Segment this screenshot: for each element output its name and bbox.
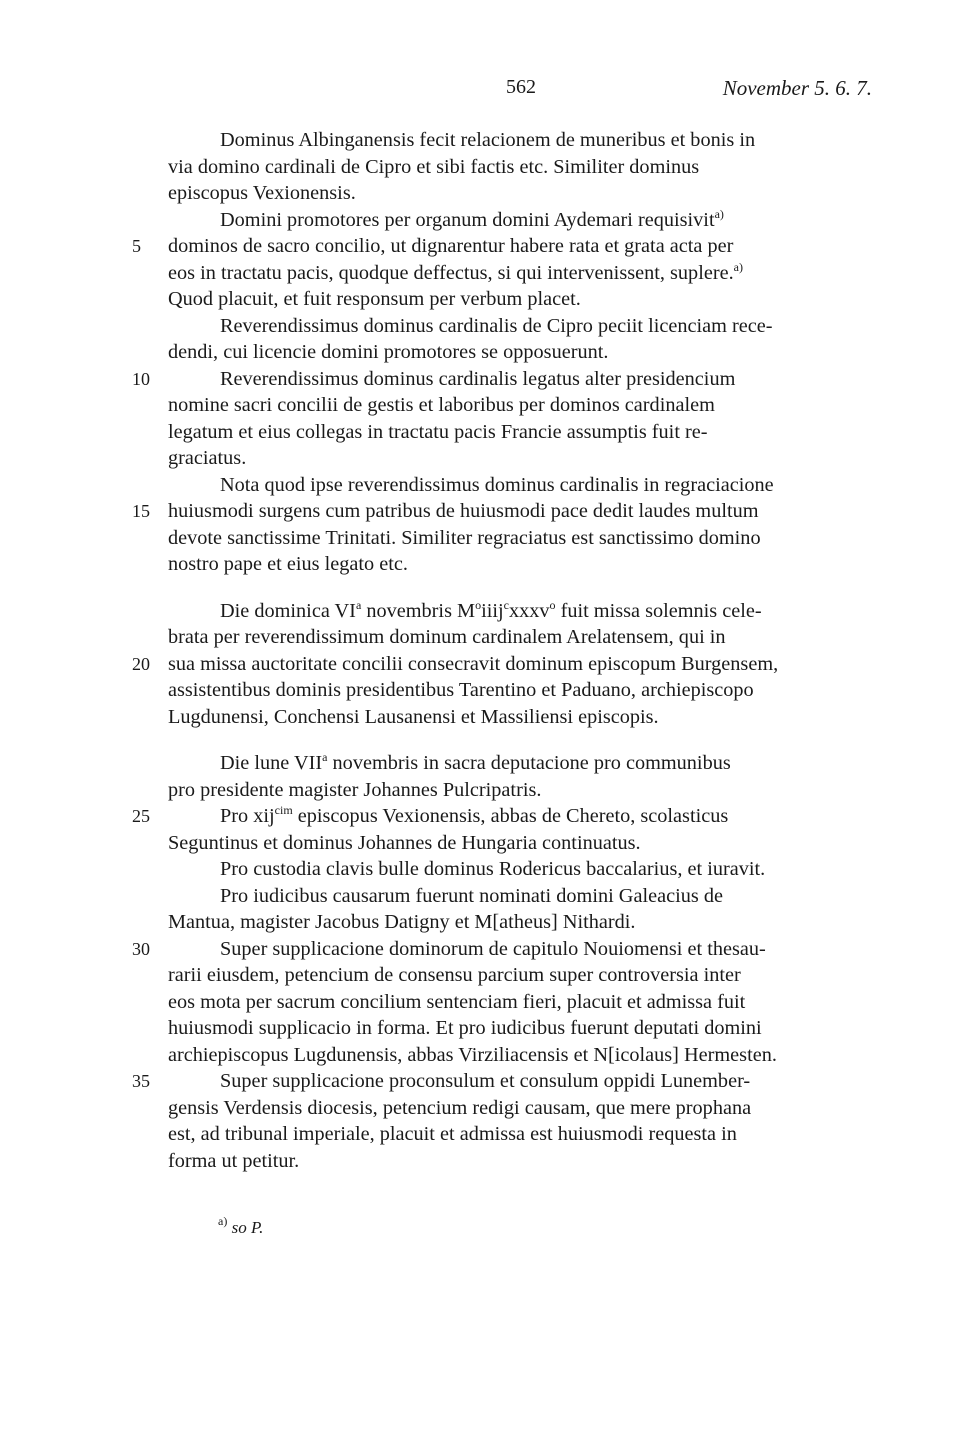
paragraph-gap (168, 730, 873, 750)
text-line (168, 856, 873, 883)
page-number: 562 (506, 76, 536, 98)
text-line (168, 598, 873, 625)
text-line (168, 962, 873, 989)
line-text: graciatus. (168, 447, 247, 469)
text-line (168, 1015, 873, 1042)
text-line (132, 233, 873, 260)
text-line (168, 750, 873, 777)
line-text: via domino cardinali de Cipro et sibi factis etc. Similiter dominus (168, 155, 700, 178)
line-text: Nota quod ipse reverendissimus dominus cardinalis in regraciacione (220, 473, 774, 496)
line-text: rarii eiusdem, petencium de consensu parcium super controversia inter (168, 964, 741, 986)
line-number: 15 (132, 501, 150, 521)
footnote-text: so P. (231, 1218, 264, 1237)
line-text: nomine sacri concilii de gestis et laboribus per dominos cardinalem (168, 394, 715, 416)
line-text: gensis Verdensis diocesis, petencium redigi causam, que mere prophana (168, 1096, 752, 1119)
text-line (168, 551, 873, 578)
text-line (168, 339, 873, 366)
line-text: forma ut petitur. (168, 1149, 300, 1172)
line-text: pro presidente magister Johannes Pulcripatris. (168, 778, 542, 801)
text-line (168, 445, 873, 472)
line-number: 25 (132, 806, 150, 826)
footnote-mark: a) (218, 1214, 228, 1228)
text-line (168, 883, 873, 910)
line-text: huiusmodi surgens cum patribus de huiusmodi pace dedit laudes multum (168, 500, 759, 522)
text-line (132, 803, 873, 830)
text-line (168, 677, 873, 704)
text-line (168, 1095, 873, 1122)
line-text: Dominus Albinganensis fecit relacionem de muneribus et bonis in (220, 129, 756, 151)
line-text: Pro xij$^{cim}$ episcopus Vexionensis, abbas de Chereto, scolasticus (220, 803, 729, 827)
line-text: huiusmodi supplicacio in forma. Et pro iudicibus fuerunt deputati domini (168, 1017, 762, 1039)
line-number: 30 (132, 938, 150, 959)
text-line (168, 286, 873, 313)
line-text: Super supplicacione proconsulum et consulum oppidi Lunember- (220, 1070, 751, 1092)
text-line (168, 1042, 873, 1069)
text-line (168, 260, 873, 287)
text-line (132, 498, 873, 525)
line-text: Quod placuit, et fuit responsum per verbum placet. (168, 288, 581, 310)
line-number: 10 (132, 368, 150, 389)
text-line (168, 525, 873, 552)
text-line (168, 989, 873, 1016)
text-line (132, 1068, 873, 1095)
line-text: legatum et eius collegas in tractatu pacis Francie assumptis fuit re- (168, 420, 708, 443)
line-text: eos in tractatu pacis, quodque deffectus, si qui intervenissent, suplere.$^{a)}$ (168, 259, 743, 284)
line-text: episcopus Vexionensis. (168, 182, 356, 204)
footnote (218, 1214, 264, 1238)
line-text: Domini promotores per organum domini Aydemari requisivit$^{a)}$ (220, 206, 724, 231)
line-text: Pro custodia clavis bulle dominus Rodericus baccalarius, et iuravit. (220, 858, 766, 880)
line-number: 20 (132, 653, 150, 674)
text-line (168, 909, 873, 936)
text-line (168, 1121, 873, 1148)
line-text: Pro iudicibus causarum fuerunt nominati domini Galeacius de (220, 884, 723, 907)
line-text: est, ad tribunal imperiale, placuit et admissa est huiusmodi requesta in (168, 1123, 737, 1145)
line-text: brata per reverendissimum dominum cardinalem Arelatensem, qui in (168, 626, 726, 648)
line-number: 35 (132, 1071, 150, 1091)
line-text: Seguntinus et dominus Johannes de Hungaria continuatus. (168, 831, 641, 854)
text-line (168, 392, 873, 419)
page-header (0, 76, 960, 106)
text-line (168, 313, 873, 340)
text-line (168, 127, 873, 154)
body-text (132, 127, 873, 1174)
text-line (168, 154, 873, 181)
line-text: Super supplicacione dominorum de capitulo Nouiomensi et thesau- (220, 937, 766, 960)
line-text: Die dominica $VI^a$ novembris $M^oiiij^cxxxv^o$ fuit missa solemnis cele- (220, 597, 762, 622)
line-number: 5 (132, 236, 141, 256)
paragraph-gap (168, 578, 873, 598)
text-line (168, 180, 873, 207)
line-text: eos mota per sacrum concilium sentenciam fieri, placuit et admissa fuit (168, 990, 746, 1013)
line-text: sua missa auctoritate concilii consecravit dominum episcopum Burgensem, (168, 652, 779, 675)
text-line (168, 777, 873, 804)
text-line (168, 624, 873, 651)
text-line (132, 651, 873, 678)
line-text: dendi, cui licencie domini promotores se opposuerunt. (168, 341, 609, 363)
line-text: Lugdunensi, Conchensi Lausanensi et Massiliensi episcopis. (168, 705, 659, 728)
line-text: assistentibus dominis presidentibus Tarentino et Paduano, archiepiscopo (168, 679, 754, 701)
line-text: dominos de sacro concilio, ut dignarentur habere rata et grata acta per (168, 235, 734, 257)
text-line (168, 207, 873, 234)
footnote-ref: a) (714, 206, 724, 221)
line-text: Reverendissimus dominus cardinalis legatus alter presidencium (220, 367, 736, 390)
text-line (168, 419, 873, 446)
text-line (168, 472, 873, 499)
line-text: Mantua, magister Jacobus Datigny et M[atheus] Nithardi. (168, 911, 636, 933)
line-text: Die lune VII$^a$ novembris in sacra deputacione pro communibus (220, 750, 731, 774)
line-text: Reverendissimus dominus cardinalis de Cipro peciit licenciam rece- (220, 314, 773, 337)
text-line (168, 830, 873, 857)
line-text: nostro pape et eius legato etc. (168, 553, 408, 575)
running-title: November 5. 6. 7. (722, 76, 872, 100)
line-text: archiepiscopus Lugdunensis, abbas Virziliacensis et N[icolaus] Hermesten. (168, 1043, 777, 1066)
footnote-ref: a) (733, 259, 743, 274)
line-text: devote sanctissime Trinitati. Similiter regraciatus est sanctissimo domino (168, 526, 761, 549)
text-line (132, 366, 873, 393)
text-line (132, 936, 873, 963)
text-line (168, 704, 873, 731)
text-line (168, 1148, 873, 1175)
